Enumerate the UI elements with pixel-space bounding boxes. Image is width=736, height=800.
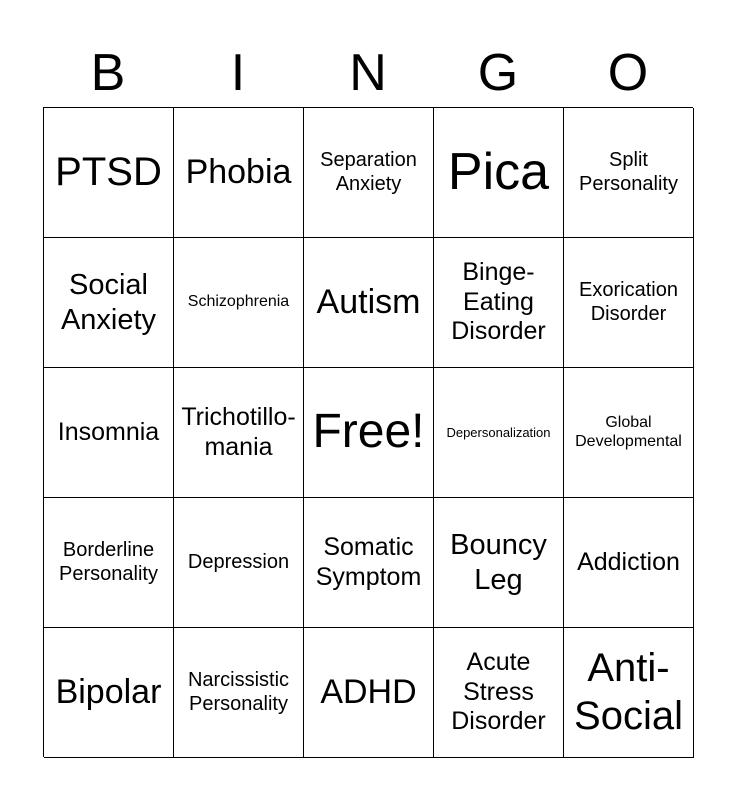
cell-text: Borderline Personality [59,538,158,585]
bingo-cell [564,238,694,368]
free-space-text: Free! [312,405,425,459]
cell-text: Split Personality [579,148,678,195]
header-letter-b: B [90,44,126,102]
cell-text: Pica [447,142,550,201]
bingo-header [43,38,693,108]
bingo-cell [44,108,174,238]
cell-text: PTSD [55,149,162,194]
cell-text: Anti- Social [574,646,683,738]
bingo-cell [564,498,694,628]
bingo-cell [564,628,694,758]
cell-text: Schizophrenia [187,293,290,311]
bingo-cell [174,238,304,368]
bingo-cell [564,368,694,498]
cell-text: Bipolar [55,673,162,712]
cell-text: ADHD [320,673,417,712]
cell-text: Autism [316,283,421,322]
cell-text: Separation Anxiety [320,148,417,195]
bingo-cell [434,628,564,758]
bingo-cell [174,108,304,238]
bingo-cell [434,368,564,498]
cell-text: Addiction [577,547,680,576]
header-letter-g: G [477,44,519,102]
bingo-cell [174,368,304,498]
cell-text: Depersonalization [446,424,551,440]
bingo-cell [174,628,304,758]
bingo-board [43,107,693,757]
bingo-cell [44,238,174,368]
header-letter-n: N [349,44,387,102]
bingo-cell [44,628,174,758]
bingo-cell [564,108,694,238]
cell-text: Social Anxiety [60,269,157,336]
cell-text: Exorication Disorder [579,278,678,325]
bingo-cell [434,498,564,628]
header-letter-i: I [230,44,246,102]
bingo-cell [304,628,434,758]
free-space-cell [304,368,434,498]
bingo-cell [434,238,564,368]
cell-text: Phobia [185,153,292,192]
bingo-cell [304,108,434,238]
bingo-cell [434,108,564,238]
header-letter-o: O [607,44,649,102]
cell-text: Narcissistic Personality [187,668,290,715]
bingo-cell [44,498,174,628]
cell-text: Insomnia [57,417,160,446]
cell-text: Trichotillo- mania [181,403,296,461]
bingo-cell [174,498,304,628]
cell-text: Binge- Eating Disorder [451,258,546,346]
bingo-cell [44,368,174,498]
cell-text: Global Developmental [575,413,682,450]
cell-text: Somatic Symptom [315,533,422,591]
cell-text: Depression [187,550,290,573]
cell-text: Bouncy Leg [450,529,547,596]
bingo-cell [304,498,434,628]
cell-text: Acute Stress Disorder [451,648,546,736]
bingo-cell [304,238,434,368]
